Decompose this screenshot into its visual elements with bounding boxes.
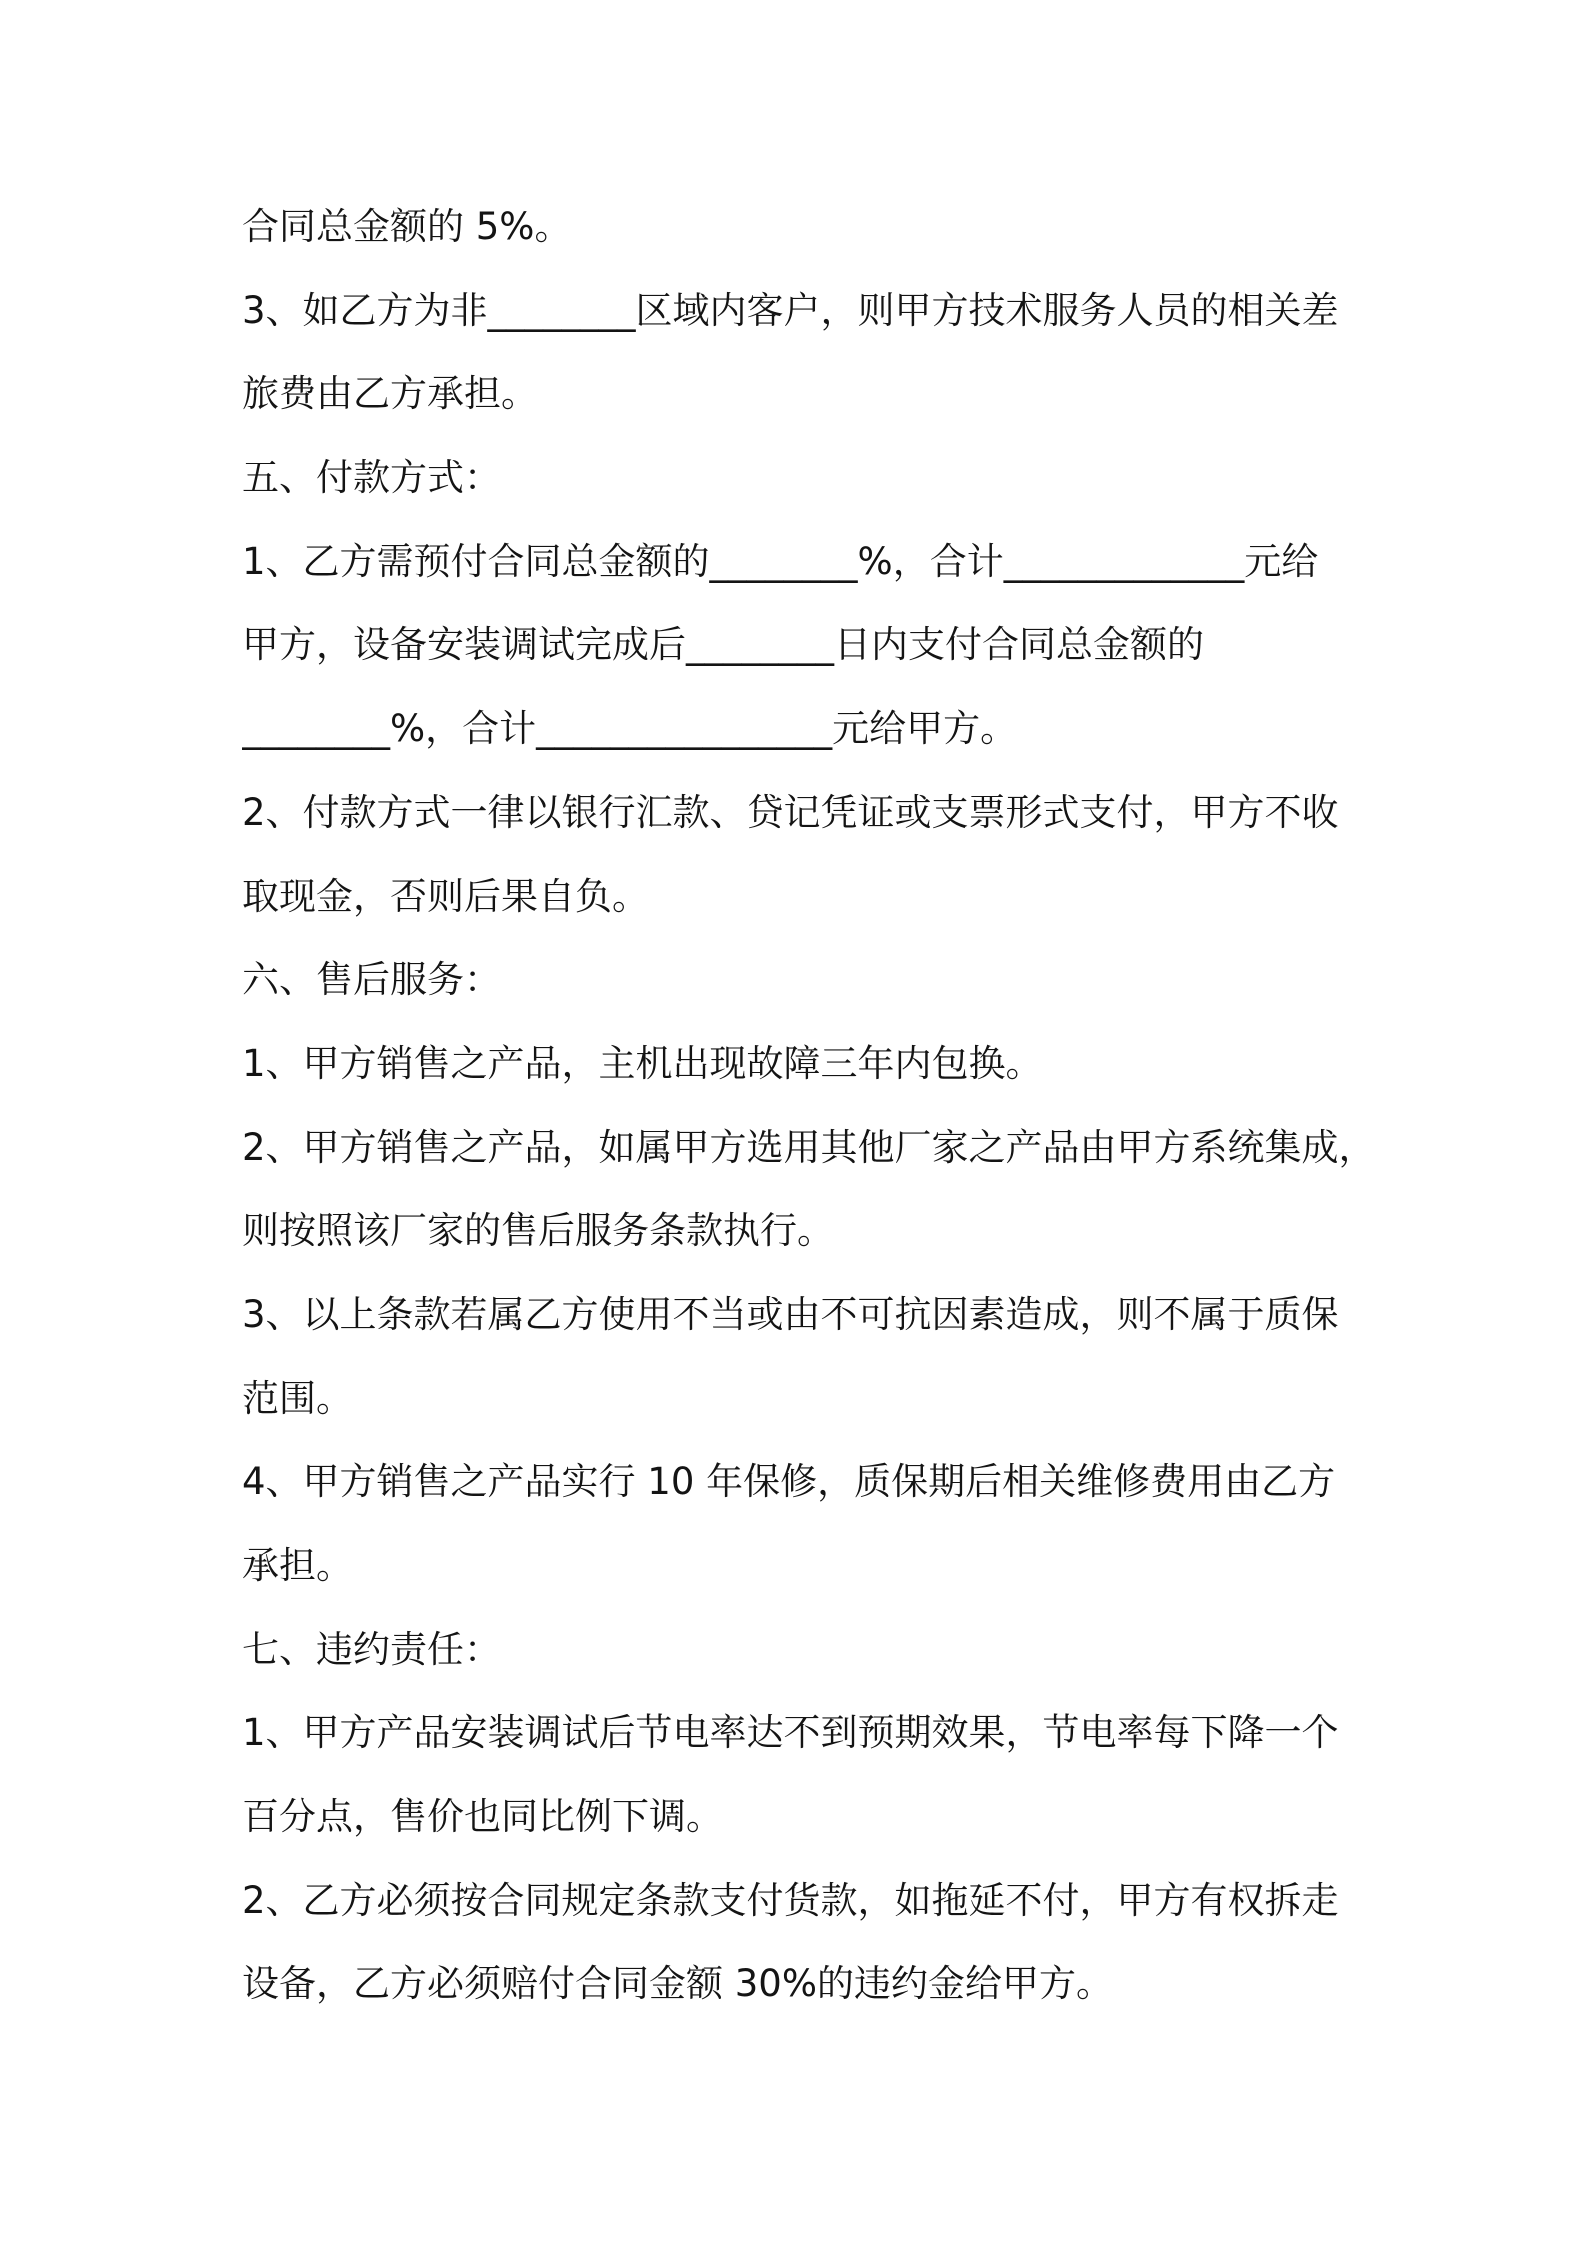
clause-line: 范围。 <box>242 1376 353 1420</box>
clause-line: 取现金，否则后果自负。 <box>242 874 649 918</box>
clause-line: 承担。 <box>242 1544 353 1587</box>
clause-line: 1、甲方产品安装调试后节电率达不到预期效果，节电率每下降一个 <box>242 1711 1339 1755</box>
contract-text <box>242 185 1442 2026</box>
clause-line: 1、甲方销售之产品，主机出现故障三年内包换。 <box>242 1041 1043 1085</box>
clause-line: 百分点，售价也同比例下调。 <box>242 1795 723 1839</box>
clause-line: 2、乙方必须按合同规定条款支付货款，如拖延不付，甲方有权拆走 <box>242 1878 1339 1922</box>
clause-line: 2、付款方式一律以银行汇款、贷记凭证或支票形式支付，甲方不收 <box>242 790 1339 834</box>
clause-line: 2、甲方销售之产品，如属甲方选用其他厂家之产品由甲方系统集成， <box>242 1125 1376 1169</box>
clause-line: ________%，合计________________元给甲方。 <box>242 707 1018 751</box>
section-heading-after-sales: 六、售后服务： <box>242 958 501 1002</box>
clause-line: 旅费由乙方承担。 <box>242 372 538 416</box>
clause-line: 3、如乙方为非________区域内客户，则甲方技术服务人员的相关差 <box>242 288 1339 332</box>
section-heading-breach: 七、违约责任： <box>242 1627 501 1671</box>
clause-line: 甲方，设备安装调试完成后________日内支付合同总金额的 <box>242 623 1204 667</box>
section-heading-payment: 五、付款方式： <box>242 456 501 500</box>
carryover-line: 合同总金额的 5%。 <box>242 205 572 248</box>
clause-line: 4、甲方销售之产品实行 10 年保修，质保期后相关维修费用由乙方 <box>242 1460 1336 1504</box>
clause-line: 3、以上条款若属乙方使用不当或由不可抗因素造成，则不属于质保 <box>242 1292 1339 1336</box>
clause-line: 1、乙方需预付合同总金额的________%，合计_____________元给 <box>242 539 1319 583</box>
clause-line: 则按照该厂家的售后服务条款执行。 <box>242 1209 834 1253</box>
clause-line: 设备，乙方必须赔付合同金额 30%的违约金给甲方。 <box>242 1962 1113 2006</box>
